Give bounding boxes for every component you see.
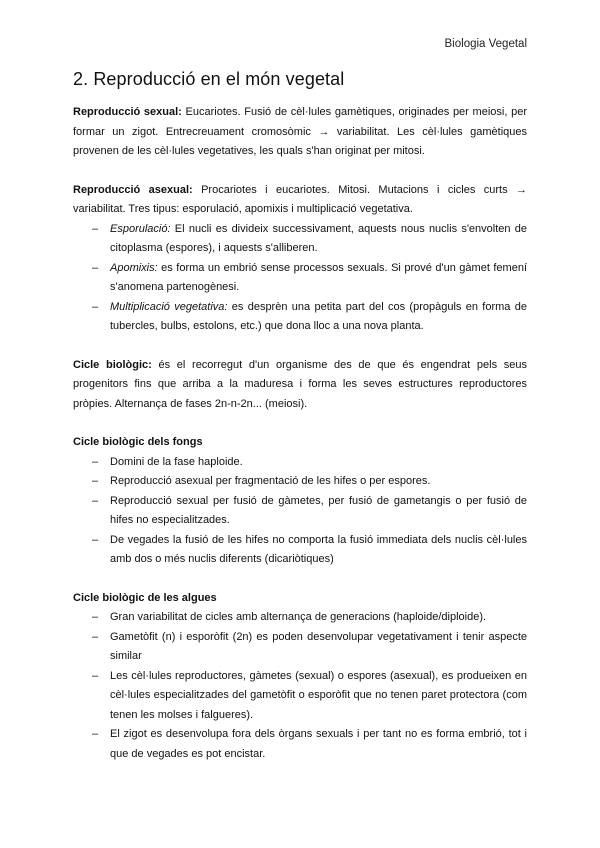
list-item: – El zigot es desenvolupa fora dels òrgans sexuals i per tant no es forma embrió, tot i que de vegades es pot encistar.	[92, 728, 527, 760]
fongs-title: Cicle biològic dels fongs	[73, 436, 203, 448]
list-item: – De vegades la fusió de les hifes no comporta la fusió immediata dels nuclis cèl·lules amb dos o més nuclis diferents (dicariòtiques)	[92, 533, 527, 565]
asexual-list	[73, 220, 527, 337]
document-body	[73, 69, 527, 783]
algues-title: Cicle biològic de les algues	[73, 591, 217, 604]
list-item: – Multiplicació vegetativa: es desprèn una petita part del cos (propàguls en forma de tubercles, bulbs, estolons, etc.) que dona lloc a una nova planta.	[92, 300, 527, 332]
list-item: – Les cèl·lules reproductores, gàmetes (sexual) o espores (asexual), es produeixen en cèl·lules especialitzades del gametòfit o esporòfit que no tenen paret protectora (com tenen les molses i falgueres).	[92, 669, 527, 721]
fongs-section	[73, 433, 527, 570]
asexual-paragraph	[73, 181, 527, 220]
list-item: – Esporulació: El nucli es divideix successivament, aquests nous nuclis s'envolten de citoplasma (espores), i aquests s'alliberen.	[92, 222, 527, 254]
list-item: – Apomixis: es forma un embrió sense processos sexuals. Si prové d'un gàmet femení s'anomena partenogènesi.	[92, 261, 527, 293]
section-heading: 2. Reproducció en el món vegetal	[73, 69, 345, 89]
fongs-list	[73, 453, 527, 570]
list-item: – Gran variabilitat de cicles amb alternança de generacions (haploide/diploide).	[92, 611, 487, 623]
list-item: – Reproducció asexual per fragmentació de les hifes o per espores.	[92, 475, 431, 487]
cicle-label: Cicle biològic:	[73, 358, 152, 371]
algues-list	[73, 608, 527, 764]
sexual-label: Reproducció sexual:	[73, 106, 182, 118]
list-item-term: Esporulació:	[110, 222, 171, 235]
asexual-label: Reproducció asexual:	[73, 183, 193, 196]
cicle-text: és el recorregut d'un organisme des de que és engendrat pels seus progenitors fins que arriba a la maduresa i forma les seves estructures reproductores pròpies. Alternança de fases 2n-n-2n... (meiosi).	[73, 358, 527, 410]
list-item: – Domini de la fase haploide.	[92, 455, 243, 468]
sexual-text: Eucariotes. Fusió de cèl·lules gamètiques, originades per meiosi, per formar un zigot. Entrecreuament cromosòmic → variabilitat. Les cèl·lules gamètiques provenen de les cèl·lules vegetatives, les quals s'han originat per mitosi.	[73, 106, 527, 157]
list-item-term: Apomixis:	[110, 261, 158, 274]
algues-section	[73, 589, 527, 765]
list-item: – Reproducció sexual per fusió de gàmetes, per fusió de gametangis o per fusió de hifes no especialitzades.	[92, 494, 527, 526]
list-item: – Gametòfit (n) i esporòfit (2n) es poden desenvolupar vegetativament i tenir aspecte similar	[92, 630, 527, 662]
cicle-paragraph	[73, 356, 527, 415]
page-header: Biologia Vegetal	[444, 38, 527, 50]
asexual-text: Procariotes i eucariotes. Mitosi. Mutacions i cicles curts → variabilitat. Tres tipus: esporulació, apomixis i multiplicació vegetativa.	[73, 183, 527, 215]
sexual-paragraph	[73, 103, 527, 162]
list-item-term: Multiplicació vegetativa:	[110, 300, 228, 313]
